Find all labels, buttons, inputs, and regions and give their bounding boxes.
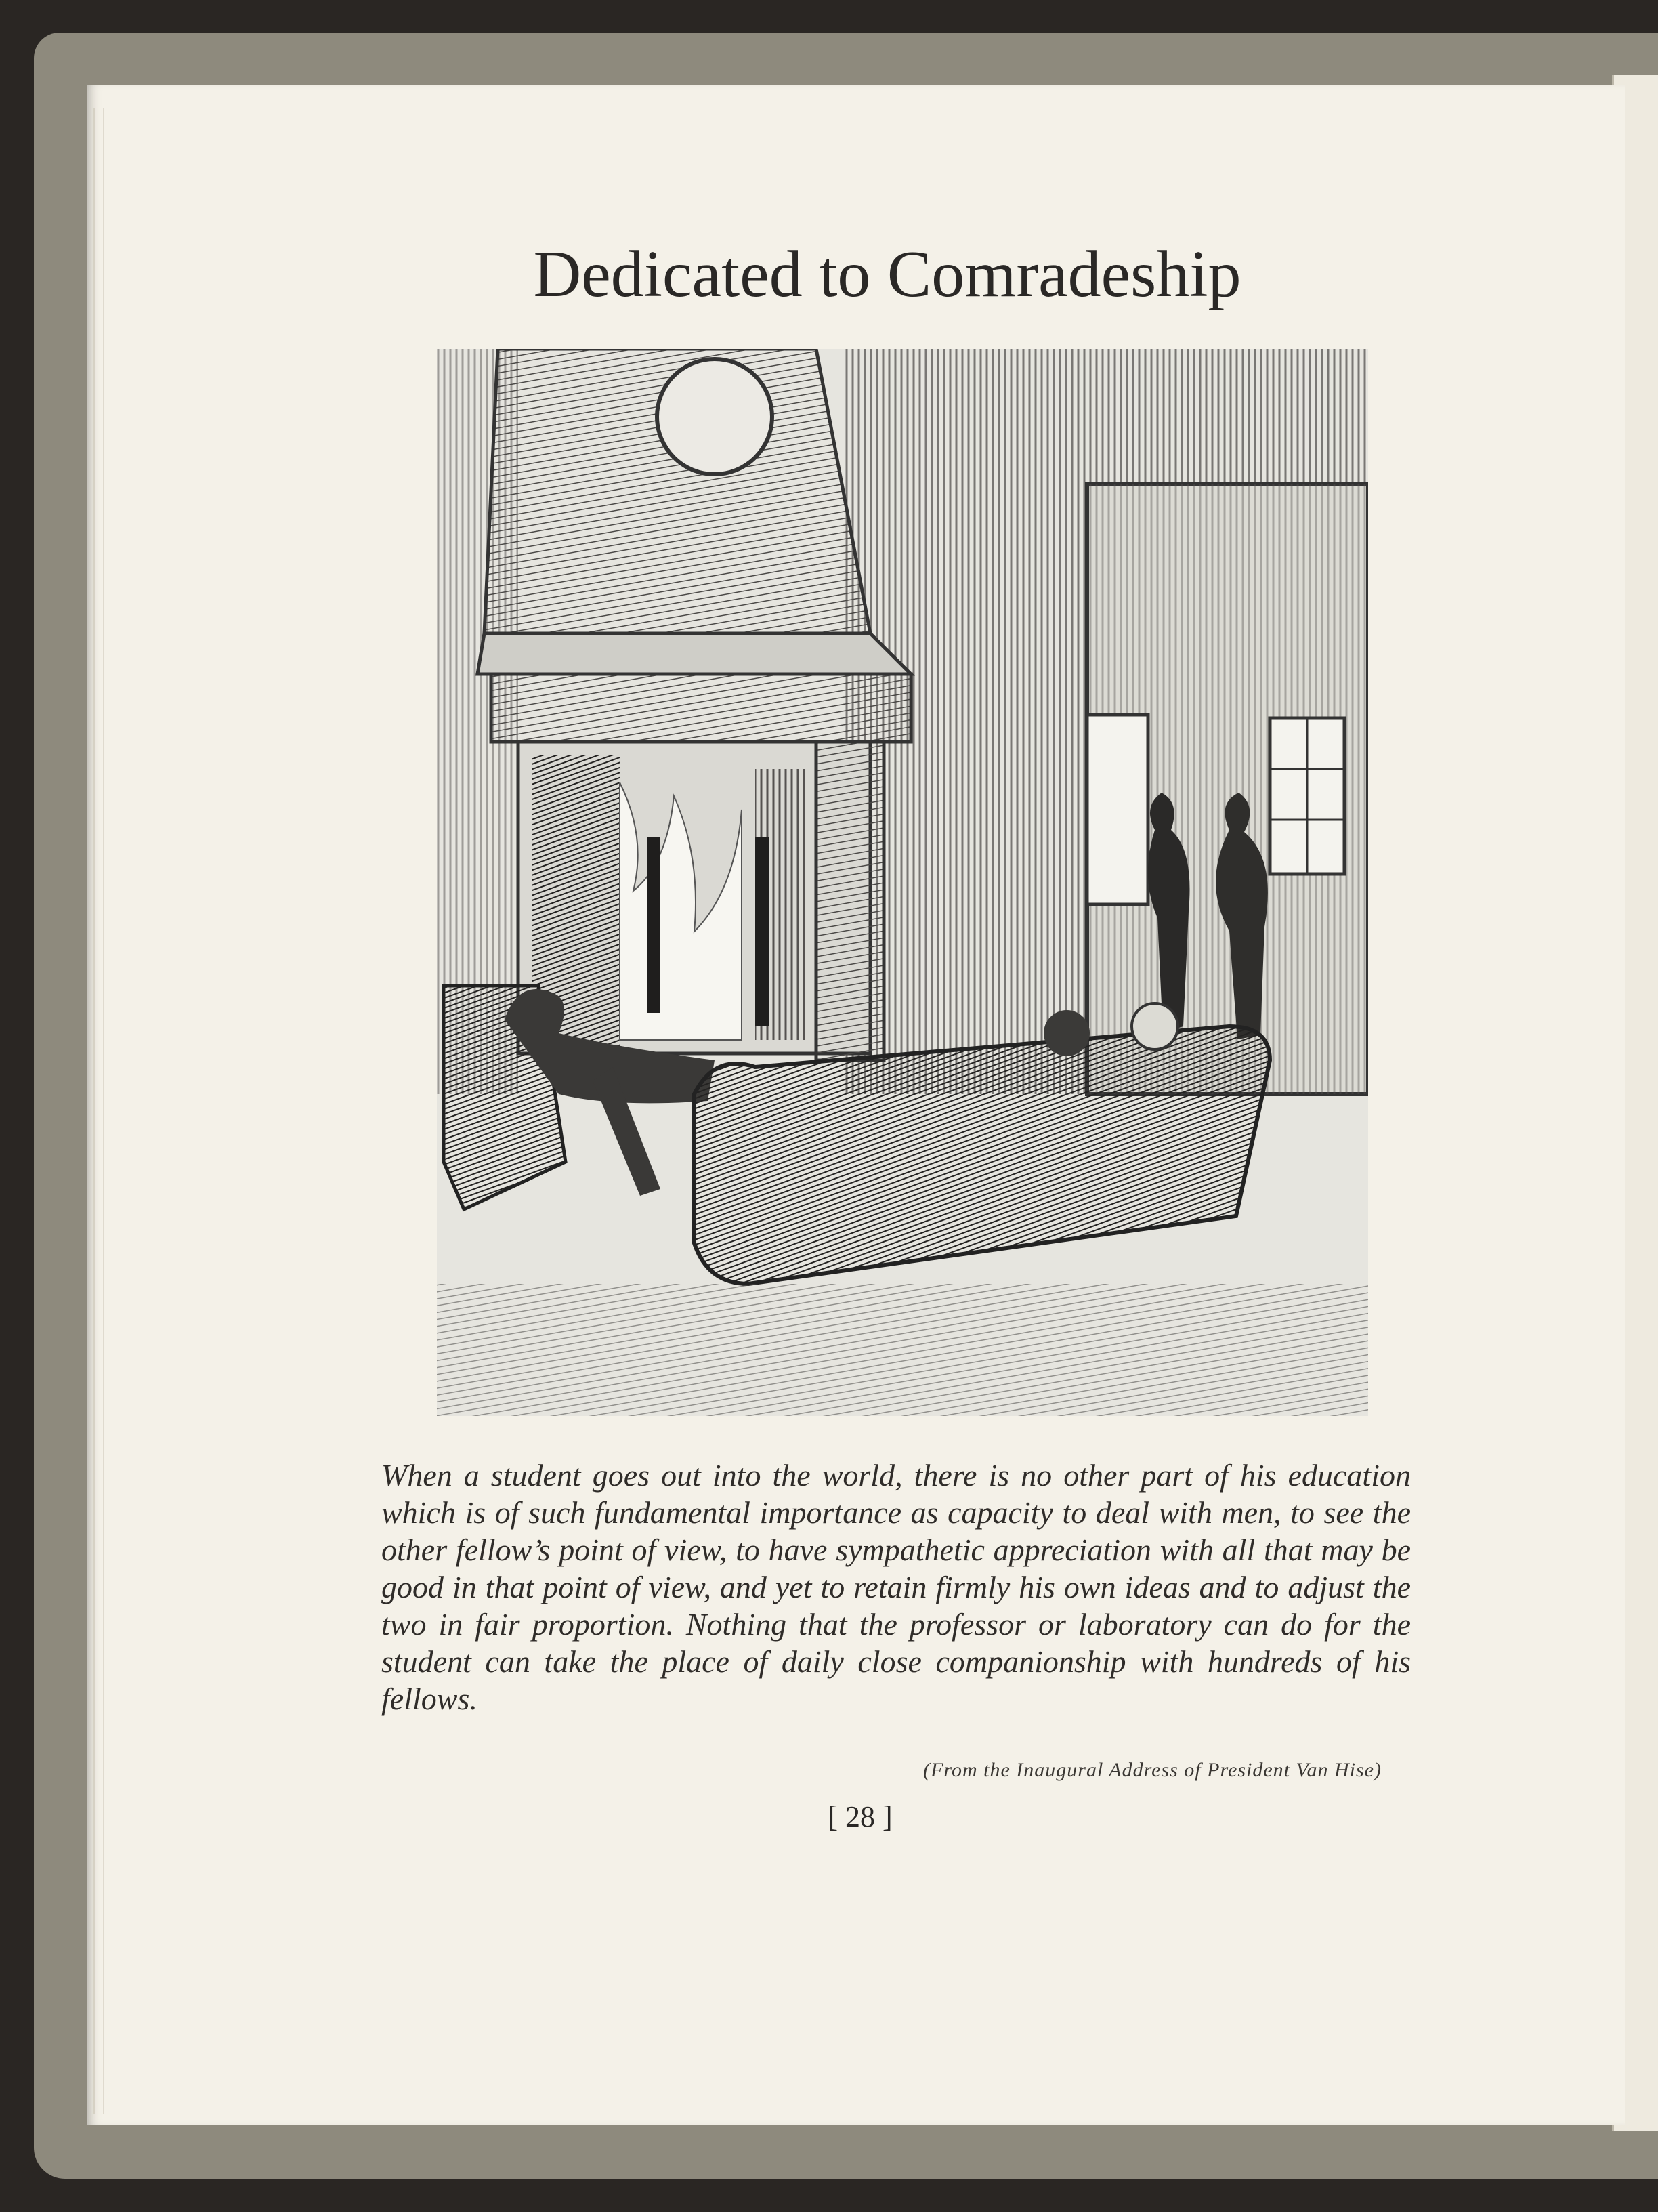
sketch-drawing <box>437 349 1368 1416</box>
page-edges <box>93 108 104 2114</box>
quote-text: When a student goes out into the world, there is no other part of his education which is of such fundamental importance as capacity to deal with men, to see the other fellow’s point of view, to have sympathetic appreciation with all that may be good in that point of view, and yet to retain firmly his own ideas and to adjust the two in fair proportion. Nothing that the professor or laboratory can do for the student can take the place of daily close companionship with hundreds of his fellows. <box>381 1458 1411 1716</box>
page-number: [ 28 ] <box>828 1800 893 1833</box>
fireplace-illustration <box>437 349 1368 1416</box>
quote-attribution: (From the Inaugural Address of President Van Hise) <box>923 1759 1382 1781</box>
page-title: Dedicated to Comradeship <box>533 238 1241 311</box>
